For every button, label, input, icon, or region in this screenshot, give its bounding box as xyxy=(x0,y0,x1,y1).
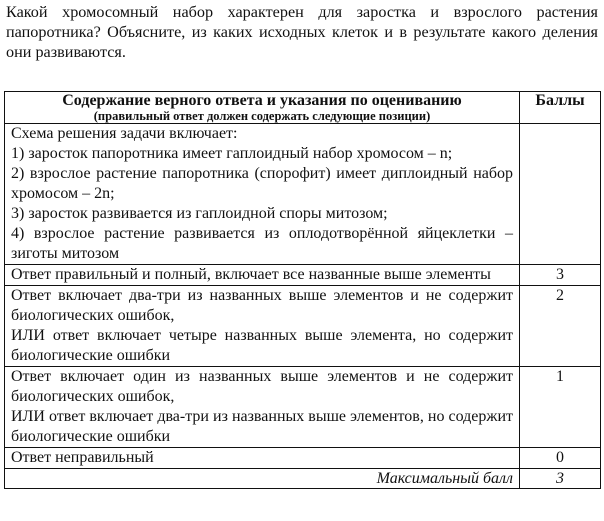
content-column-header xyxy=(5,92,520,124)
scheme-item: 4) взрослое растение развивается из оплодотворённой яйцеклетки – зиготы митозом xyxy=(11,225,513,262)
table-header-row xyxy=(5,92,601,124)
max-score-label: Максимальный балл xyxy=(5,469,520,489)
scheme-item: 1) заросток папоротника имеет гаплоидный набор хромосом – n; xyxy=(11,145,453,162)
criterion-points: 1 xyxy=(520,367,601,448)
criterion-text xyxy=(5,286,520,367)
criterion-points: 2 xyxy=(520,286,601,367)
scheme-item: 2) взрослое растение папоротника (спорофит) имеет диплоидный набор хромосом – 2n; xyxy=(11,165,513,202)
criterion-line: Ответ неправильный xyxy=(11,449,154,466)
scheme-item: 3) заросток развивается из гаплоидной споры митозом; xyxy=(11,205,388,222)
criterion-row xyxy=(5,286,601,367)
points-column-header: Баллы xyxy=(520,92,601,124)
question-text: Какой хромосомный набор характерен для заростка и взрослого растения папоротника? Объясните, из каких исходных клеток и в результате какого деления они развиваются. xyxy=(6,3,598,61)
criterion-points: 3 xyxy=(520,265,601,286)
criterion-text xyxy=(5,265,520,286)
scheme-row xyxy=(5,124,601,265)
content-header-title: Содержание верного ответа и указания по оцениванию xyxy=(62,92,462,109)
content-header-subtitle: (правильный ответ должен содержать следующие позиции) xyxy=(93,109,431,123)
criterion-text xyxy=(5,367,520,448)
criterion-line: Ответ правильный и полный, включает все названные выше элементы xyxy=(11,266,491,283)
criterion-row xyxy=(5,367,601,448)
grading-table xyxy=(4,91,601,489)
criterion-line: ИЛИ ответ включает четыре названных выше элемента, но содержит биологические ошибки xyxy=(11,327,513,364)
criterion-points: 0 xyxy=(520,448,601,469)
criterion-text xyxy=(5,448,520,469)
max-score-row xyxy=(5,469,601,489)
max-score-points: 3 xyxy=(520,469,601,489)
scheme-intro: Схема решения задачи включает: xyxy=(11,125,238,142)
criterion-line: Ответ включает два-три из названных выше элементов и не содержит биологических ошибок, xyxy=(11,287,513,324)
criterion-row xyxy=(5,265,601,286)
criterion-line: ИЛИ ответ включает два-три из названных выше элементов, но содержит биологические ошибки xyxy=(11,408,513,445)
scheme-cell xyxy=(5,124,520,265)
scheme-points-cell xyxy=(520,124,601,265)
criterion-row xyxy=(5,448,601,469)
criterion-line: Ответ включает один из названных выше элементов и не содержит биологических ошибок, xyxy=(11,368,513,405)
